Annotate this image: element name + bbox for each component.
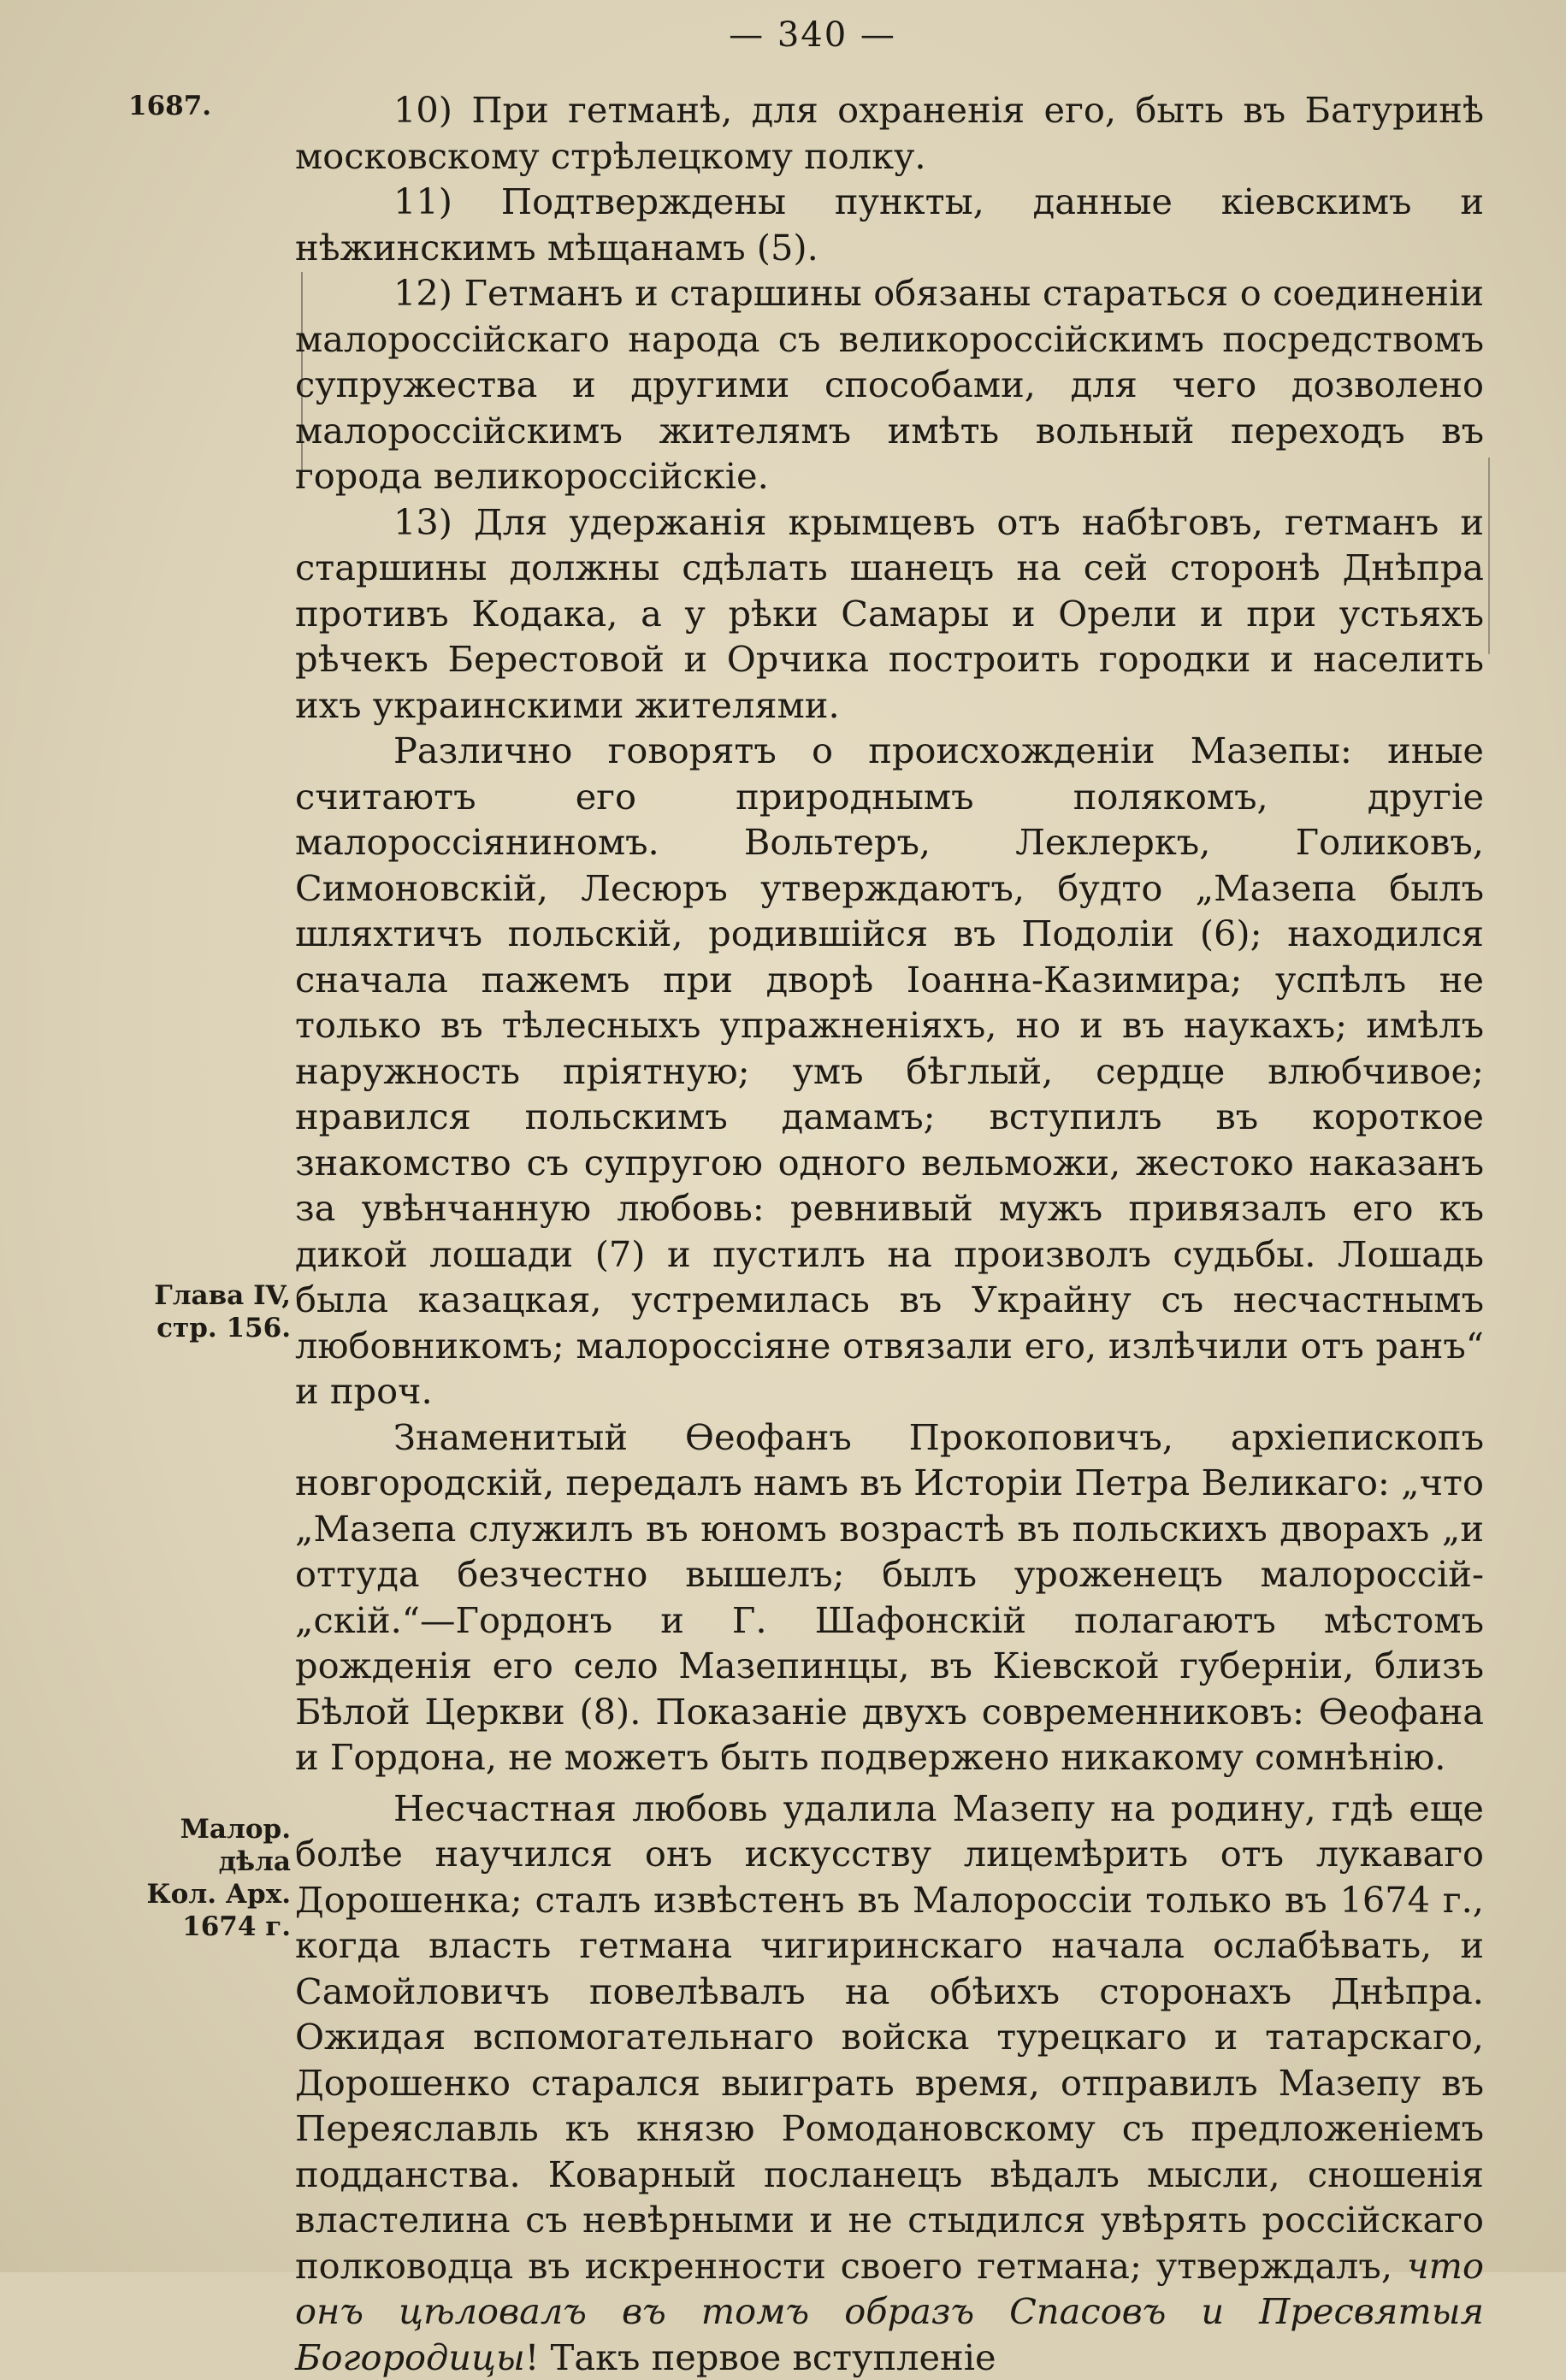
margin-source-line: дѣла: [128, 1846, 291, 1878]
margin-source-line: Малор.: [128, 1813, 291, 1846]
paragraph-mazepa-origin: Различно говорятъ о происхожденіи Мазепы: иные считаютъ его природнымъ полякомъ, другіе малороссіяниномъ. Вольтеръ, Леклеркъ, Голиковъ, Симоновскій, Лесюръ утверждаютъ, будто „Мазепа былъ шляхтичъ польскій, родившійся въ Подоліи (6); находился сначала пажемъ при дворѣ Іоанна-Казимира; успѣлъ не только въ тѣлесныхъ упражненіяхъ, но и въ наукахъ; имѣлъ наружность пріятную; умъ бѣглый, сердце влюбчивое; нравился польскимъ дамамъ; вступилъ въ короткое знакомство съ супругою одного вельможи, жестоко наказанъ за увѣнчанную любовь: ревнивый мужъ привязалъ его къ дикой лошади (7) и пустилъ на произволъ судьбы. Лошадь была казацкая, устремилась въ Украйну съ несчастнымъ любовникомъ; малороссіяне отвязали его, излѣчили отъ ранъ“ и проч.: [295, 728, 1484, 1414]
margin-source-reference: [128, 1813, 291, 1943]
paragraph-point-11: 11) Подтверждены пункты, данные кіевскимъ и нѣжинскимъ мѣщанамъ (5).: [295, 179, 1484, 270]
paragraph-point-12: 12) Гетманъ и старшины обязаны стараться о соединеніи малороссійскаго народа съ великороссійскимъ посредствомъ супружества и другими способами, для чего дозволено малороссійскимъ жителямъ имѣть вольный переходъ въ города великороссійскіе.: [295, 270, 1484, 499]
paragraph-mazepa-career-text: Несчастная любовь удалила Мазепу на родину, гдѣ еще болѣе научился онъ искусству лицемѣрить отъ лукаваго Дорошенка; сталъ извѣстенъ въ Малороссіи только въ 1674 г., когда власть гетмана чигиринскаго начала ослабѣвать, и Самойловичъ повелѣвалъ на обѣихъ сторонахъ Днѣпра. Ожидая вспомогательнаго войска турецкаго и татарскаго, Дорошенко старался выиграть время, отправилъ Мазепу въ Переяславль къ князю Ромодановскому съ предложеніемъ подданства. Коварный посланецъ вѣдалъ мысли, сношенія властелина съ невѣрными и не стыдился увѣрять россійскаго полководца въ искренности своего гетмана; утверждалъ,: [295, 1787, 1484, 2287]
margin-chapter-reference: [128, 1279, 291, 1344]
margin-chapter-line: Глава IV,: [128, 1279, 291, 1312]
paragraph-point-13: 13) Для удержанія крымцевъ отъ набѣговъ, гетманъ и старшины должны сдѣлать шанецъ на сей сторонѣ Днѣпра противъ Кодака, а у рѣки Самары и Орели и при устьяхъ рѣчекъ Берестовой и Орчика построить городки и населить ихъ украинскими жителями.: [295, 499, 1484, 729]
page-number: — 340 —: [0, 15, 1566, 55]
margin-source-line: 1674 г.: [128, 1910, 291, 1943]
paragraph-mazepa-career: [295, 1786, 1484, 2380]
paragraph-point-10: 10) При гетманѣ, для охраненія его, быть въ Батуринѣ московскому стрѣлецкому полку.: [295, 87, 1484, 179]
main-text: [295, 87, 1484, 2380]
margin-source-line: Кол. Арх.: [128, 1878, 291, 1910]
margin-chapter-line: стр. 156.: [128, 1312, 291, 1344]
margin-year: [128, 90, 239, 122]
paragraph-feofan: Знаменитый Ѳеофанъ Прокоповичъ, архіепископъ новгородскій, передалъ намъ въ Исторіи Петра Великаго: „что „Мазепа служилъ въ юномъ возрастѣ въ польскихъ дворахъ „и оттуда безчестно вышелъ; былъ уроженецъ малороссій- „скій.“—Гордонъ и Г. Шафонскій полагаютъ мѣстомъ рожденія его село Мазепинцы, въ Кіевской губерніи, близъ Бѣлой Церкви (8). Показаніе двухъ современниковъ: Ѳеофана и Гордона, не можетъ быть подвержено никакому сомнѣнію.: [295, 1414, 1484, 1781]
pencil-bracket-mark-right: [1488, 458, 1490, 654]
paragraph-ending: ! Такъ первое вступленіе: [525, 2336, 996, 2378]
margin-year-text: 1687.: [128, 90, 239, 122]
italic-quote: что онъ цѣловалъ въ томъ образъ Спасовъ и Пресвятыя Богородицы: [295, 2245, 1484, 2378]
